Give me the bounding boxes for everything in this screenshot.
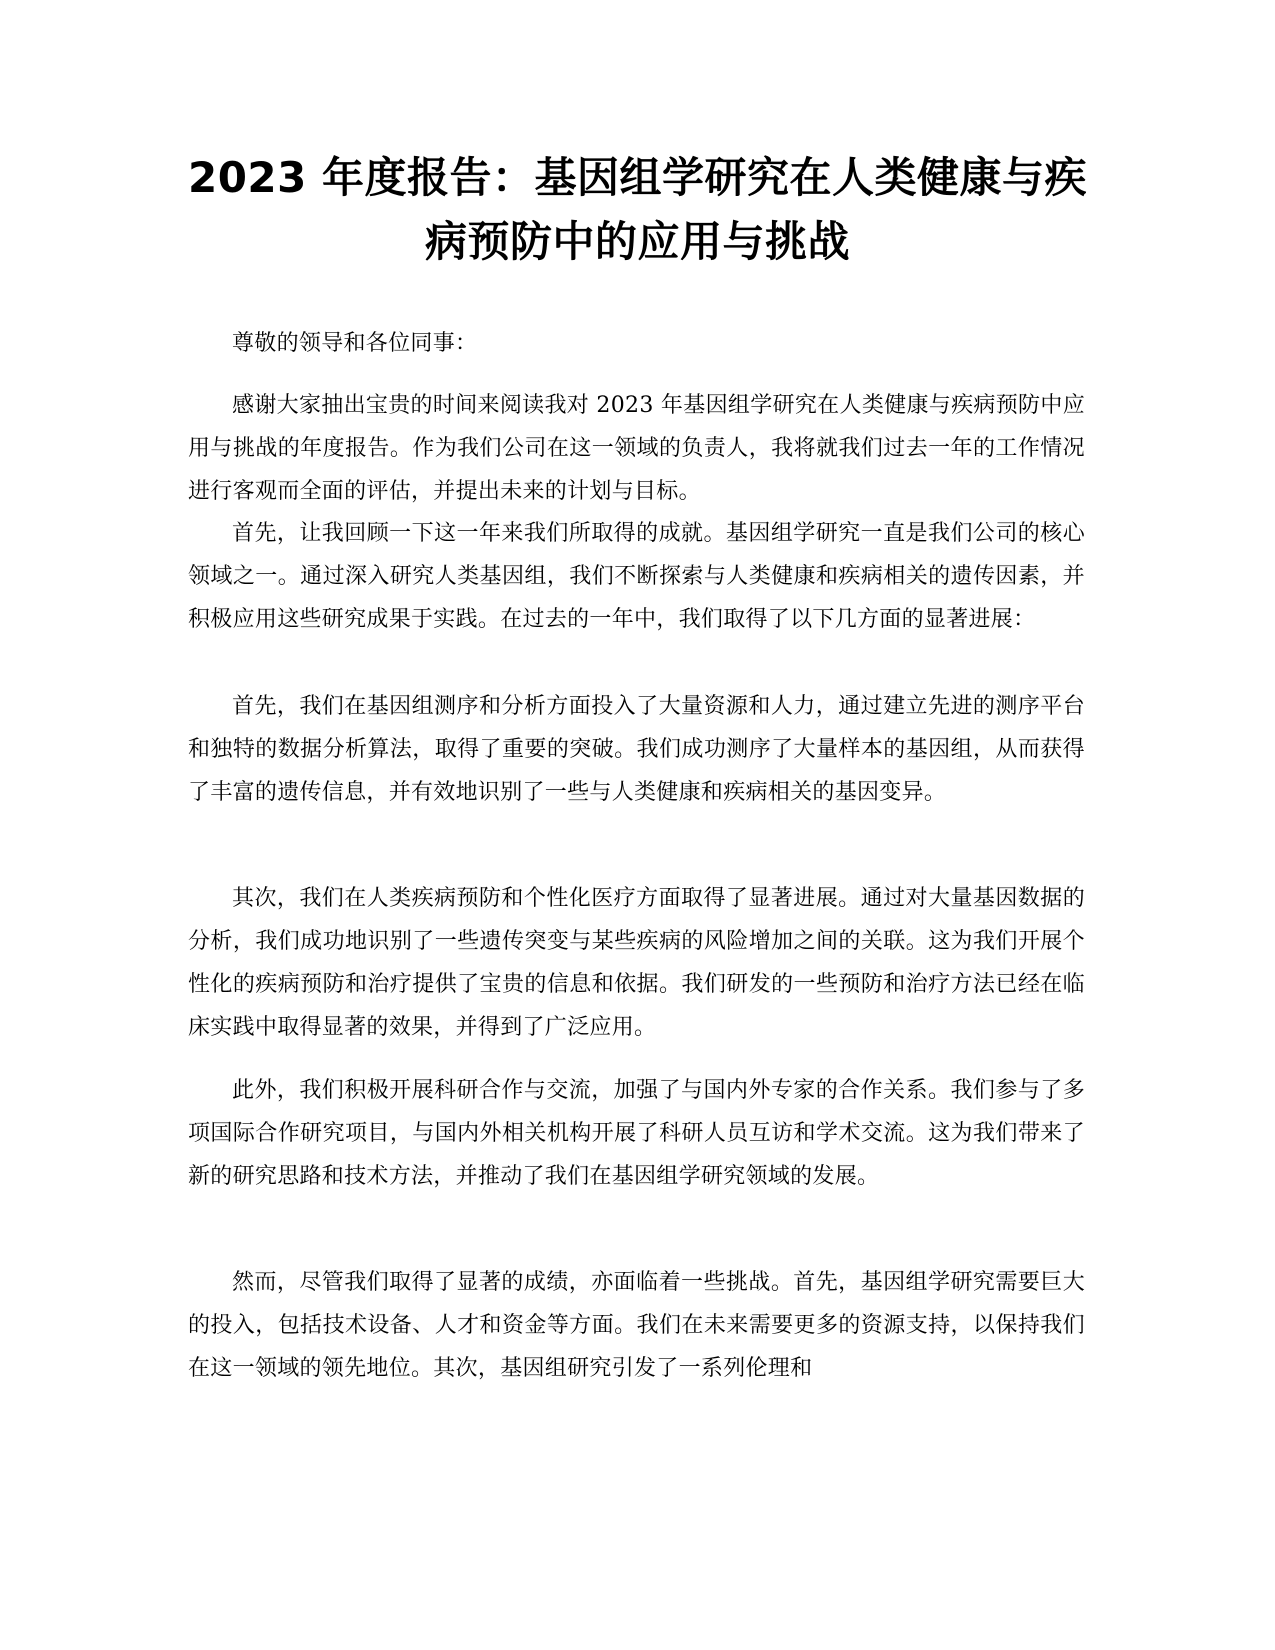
paragraph-research-cooperation: 此外，我们积极开展科研合作与交流，加强了与国内外专家的合作关系。我们参与了多项国际合作研究项目，与国内外相关机构开展了科研人员互访和学术交流。这为我们带来了新的研究思路和技术方法，并推动了我们在基因组学研究领域的发展。 [188,1078,1085,1189]
paragraph-genome-sequencing: 首先，我们在基因组测序和分析方面投入了大量资源和人力，通过建立先进的测序平台和独特的数据分析算法，取得了重要的突破。我们成功测序了大量样本的基因组，从而获得了丰富的遗传信息，并有效地识别了一些与人类健康和疾病相关的基因变异。 [188,694,1085,805]
paragraph-disease-prevention: 其次，我们在人类疾病预防和个性化医疗方面取得了显著进展。通过对大量基因数据的分析，我们成功地识别了一些遗传突变与某些疾病的风险增加之间的关联。这为我们开展个性化的疾病预防和治疗提供了宝贵的信息和依据。我们研发的一些预防和治疗方法已经在临床实践中取得显著的效果，并得到了广泛应用。 [188,886,1085,1040]
paragraph-achievements: 首先，让我回顾一下这一年来我们所取得的成就。基因组学研究一直是我们公司的核心领域之一。通过深入研究人类基因组，我们不断探索与人类健康和疾病相关的遗传因素，并积极应用这些研究成果于实践。在过去的一年中，我们取得了以下几方面的显著进展： [188,521,1085,632]
paragraph-introduction: 感谢大家抽出宝贵的时间来阅读我对 2023 年基因组学研究在人类健康与疾病预防中应用与挑战的年度报告。作为我们公司在这一领域的负责人，我将就我们过去一年的工作情况进行客观而全面的评估，并提出未来的计划与目标。 [188,393,1085,504]
document-title: 2023 年度报告：基因组学研究在人类健康与疾病预防中的应用与挑战 [187,153,1088,266]
paragraph-greeting: 尊敬的领导和各位同事： [232,331,478,356]
paragraph-challenges: 然而，尽管我们取得了显著的成绩，亦面临着一些挑战。首先，基因组学研究需要巨大的投入，包括技术设备、人才和资金等方面。我们在未来需要更多的资源支持，以保持我们在这一领域的领先地位。其次，基因组研究引发了一系列伦理和 [188,1270,1085,1381]
